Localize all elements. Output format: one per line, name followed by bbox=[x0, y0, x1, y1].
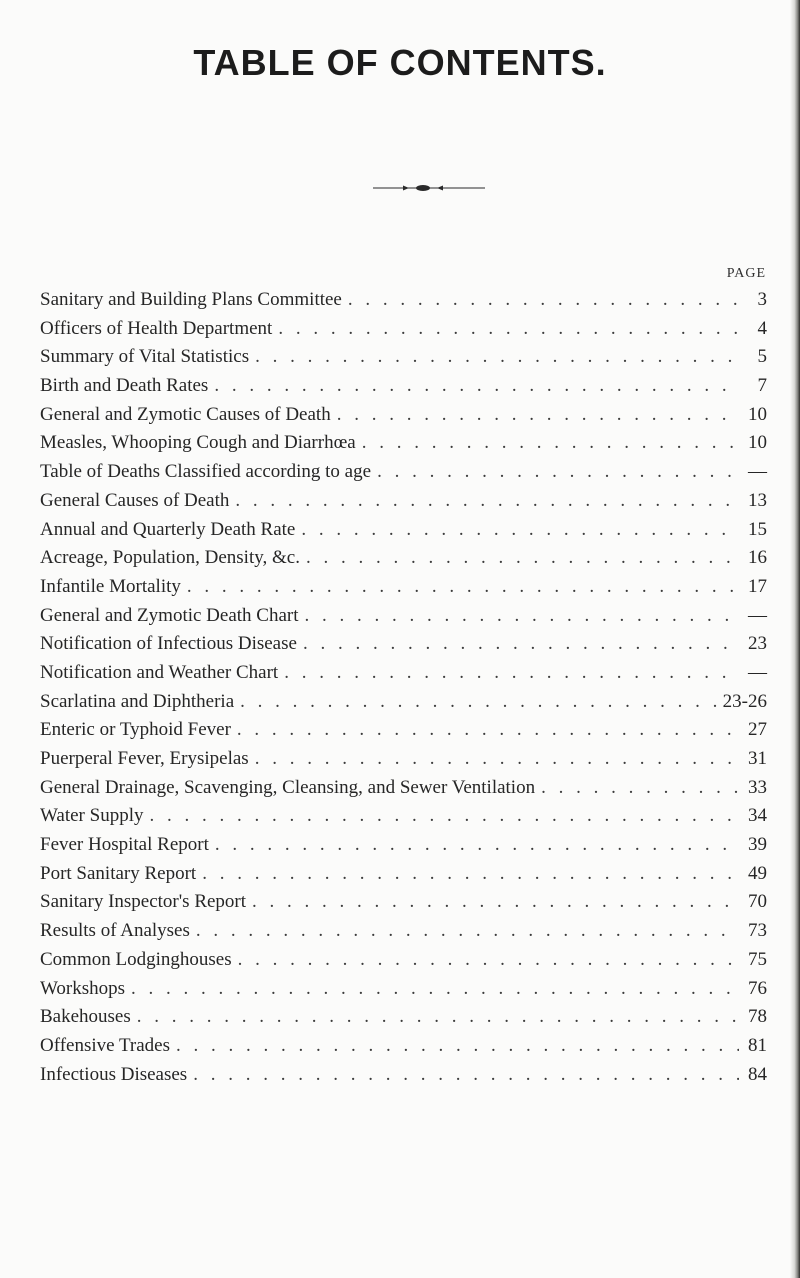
toc-entry bbox=[40, 487, 767, 516]
toc-entry bbox=[40, 401, 767, 430]
toc-entry bbox=[40, 975, 767, 1004]
dot-leader bbox=[214, 372, 739, 401]
toc-entry-title: Water Supply bbox=[40, 805, 144, 827]
toc-entry bbox=[40, 630, 767, 659]
dot-leader bbox=[235, 487, 739, 516]
toc-entry-page: 7 bbox=[757, 375, 767, 397]
toc-entry-page: 70 bbox=[748, 891, 767, 913]
dot-leader bbox=[187, 573, 739, 602]
toc-entry-title: General Drainage, Scavenging, Cleansing, and Sewer Ventilation bbox=[40, 776, 536, 798]
dot-leader bbox=[284, 659, 739, 688]
dot-leader bbox=[541, 774, 739, 803]
dot-leader bbox=[238, 946, 739, 975]
toc-entry-page: 39 bbox=[748, 834, 767, 856]
toc-entry-page: 10 bbox=[748, 403, 767, 425]
toc-entry bbox=[40, 831, 767, 860]
toc-entry-page: 34 bbox=[748, 805, 767, 827]
toc-entry-title: Workshops bbox=[40, 977, 126, 999]
toc-entry bbox=[40, 774, 767, 803]
toc-entry-page: 3 bbox=[757, 289, 767, 310]
toc-entry bbox=[40, 688, 767, 717]
toc-entry-page: 15 bbox=[748, 518, 767, 540]
toc-entry-page: 10 bbox=[748, 432, 767, 454]
toc-entry bbox=[40, 458, 767, 487]
dot-leader bbox=[131, 975, 739, 1004]
toc-entry-page: 23 bbox=[748, 633, 767, 655]
toc-entry bbox=[40, 286, 767, 315]
toc-entry-page: 16 bbox=[748, 547, 767, 569]
toc-entry-page: 33 bbox=[748, 776, 767, 798]
ornament-divider-icon bbox=[373, 183, 485, 193]
dot-leader bbox=[137, 1003, 739, 1032]
dot-leader bbox=[255, 745, 739, 774]
toc-entry bbox=[40, 343, 767, 372]
dot-leader bbox=[255, 343, 739, 372]
toc-entry-page: 27 bbox=[748, 719, 767, 741]
toc-entry bbox=[40, 917, 767, 946]
toc-entry-title: Measles, Whooping Cough and Diarrhœa bbox=[40, 432, 356, 454]
dot-leader bbox=[149, 802, 739, 831]
toc-entry-title: Fever Hospital Report bbox=[40, 834, 209, 856]
dot-leader bbox=[240, 688, 717, 717]
toc-entry bbox=[40, 659, 767, 688]
toc-entry bbox=[40, 1061, 767, 1090]
toc-entry bbox=[40, 1003, 767, 1032]
dot-leader bbox=[337, 401, 739, 430]
toc-entry-page: 23-26 bbox=[722, 690, 767, 712]
dot-leader bbox=[377, 458, 739, 487]
toc-entry-title: Infantile Mortality bbox=[40, 575, 181, 597]
toc-entry bbox=[40, 544, 767, 573]
dot-leader bbox=[306, 544, 739, 573]
toc-entry bbox=[40, 602, 767, 631]
dot-leader bbox=[193, 1061, 739, 1090]
toc-entry bbox=[40, 745, 767, 774]
page-title: TABLE OF CONTENTS. bbox=[193, 42, 607, 83]
dot-leader bbox=[252, 888, 739, 917]
toc-entry-page: 73 bbox=[748, 920, 767, 942]
page-edge-shadow bbox=[790, 0, 800, 1278]
toc-entry-title: Enteric or Typhoid Fever bbox=[40, 719, 231, 741]
toc-entry bbox=[40, 372, 767, 401]
dot-leader bbox=[305, 602, 739, 631]
dot-leader bbox=[237, 716, 739, 745]
dot-leader bbox=[362, 429, 739, 458]
toc-entry bbox=[40, 888, 767, 917]
toc-entry bbox=[40, 516, 767, 545]
dot-leader bbox=[196, 917, 739, 946]
dot-leader bbox=[202, 860, 739, 889]
contents-list bbox=[40, 286, 767, 1089]
toc-entry-page: 49 bbox=[748, 862, 767, 884]
dot-leader bbox=[303, 630, 739, 659]
dot-leader bbox=[348, 286, 739, 315]
toc-entry-title: General and Zymotic Death Chart bbox=[40, 604, 299, 626]
toc-entry-page: 76 bbox=[748, 977, 767, 999]
toc-entry bbox=[40, 860, 767, 889]
toc-entry-page: — bbox=[748, 604, 767, 626]
dot-leader bbox=[301, 516, 739, 545]
toc-entry-title: Table of Deaths Classified according to age bbox=[40, 461, 372, 483]
dot-leader bbox=[176, 1032, 739, 1061]
toc-entry-title: Notification of Infectious Disease bbox=[40, 633, 297, 655]
toc-entry bbox=[40, 1032, 767, 1061]
toc-entry-title: Annual and Quarterly Death Rate bbox=[40, 518, 296, 540]
toc-entry-title: General Causes of Death bbox=[40, 489, 230, 511]
toc-entry-title: Offensive Trades bbox=[40, 1034, 171, 1056]
toc-entry-title: General and Zymotic Causes of Death bbox=[40, 403, 331, 425]
toc-entry-title: Puerperal Fever, Erysipelas bbox=[40, 748, 249, 769]
dot-leader bbox=[278, 315, 739, 344]
toc-entry-title: Common Lodginghouses bbox=[40, 948, 232, 970]
toc-entry-page: 84 bbox=[748, 1063, 767, 1085]
toc-entry-page: 78 bbox=[748, 1006, 767, 1028]
toc-entry bbox=[40, 573, 767, 602]
toc-entry-title: Bakehouses bbox=[40, 1006, 131, 1028]
toc-entry-page: 13 bbox=[748, 489, 767, 511]
toc-entry bbox=[40, 802, 767, 831]
toc-entry-page: 75 bbox=[748, 948, 767, 970]
toc-entry-title: Birth and Death Rates bbox=[40, 375, 209, 397]
toc-entry bbox=[40, 315, 767, 344]
toc-entry-title: Notification and Weather Chart bbox=[40, 661, 279, 683]
toc-entry-title: Summary of Vital Statistics bbox=[40, 346, 250, 368]
toc-entry bbox=[40, 429, 767, 458]
toc-entry bbox=[40, 946, 767, 975]
toc-entry-title: Sanitary Inspector's Report bbox=[40, 891, 247, 913]
toc-entry-page: 5 bbox=[757, 346, 767, 368]
toc-entry-page: 81 bbox=[748, 1034, 767, 1056]
toc-entry-page: — bbox=[748, 661, 767, 683]
toc-entry-title: Results of Analyses bbox=[40, 920, 190, 942]
toc-entry-page: — bbox=[748, 461, 767, 483]
toc-entry-page: 31 bbox=[748, 748, 767, 769]
dot-leader bbox=[215, 831, 739, 860]
toc-entry-title: Officers of Health Department bbox=[40, 317, 273, 339]
toc-entry-title: Infectious Diseases bbox=[40, 1063, 188, 1085]
toc-entry-title: Acreage, Population, Density, &c. bbox=[40, 547, 300, 569]
toc-entry-title: Port Sanitary Report bbox=[40, 862, 197, 884]
toc-entry-title: Scarlatina and Diphtheria bbox=[40, 690, 235, 712]
toc-entry-title: Sanitary and Building Plans Committee bbox=[40, 289, 342, 310]
toc-entry-page: 17 bbox=[748, 575, 767, 597]
toc-entry bbox=[40, 716, 767, 745]
toc-entry-page: 4 bbox=[757, 317, 767, 339]
page-column-heading: PAGE bbox=[726, 266, 766, 281]
